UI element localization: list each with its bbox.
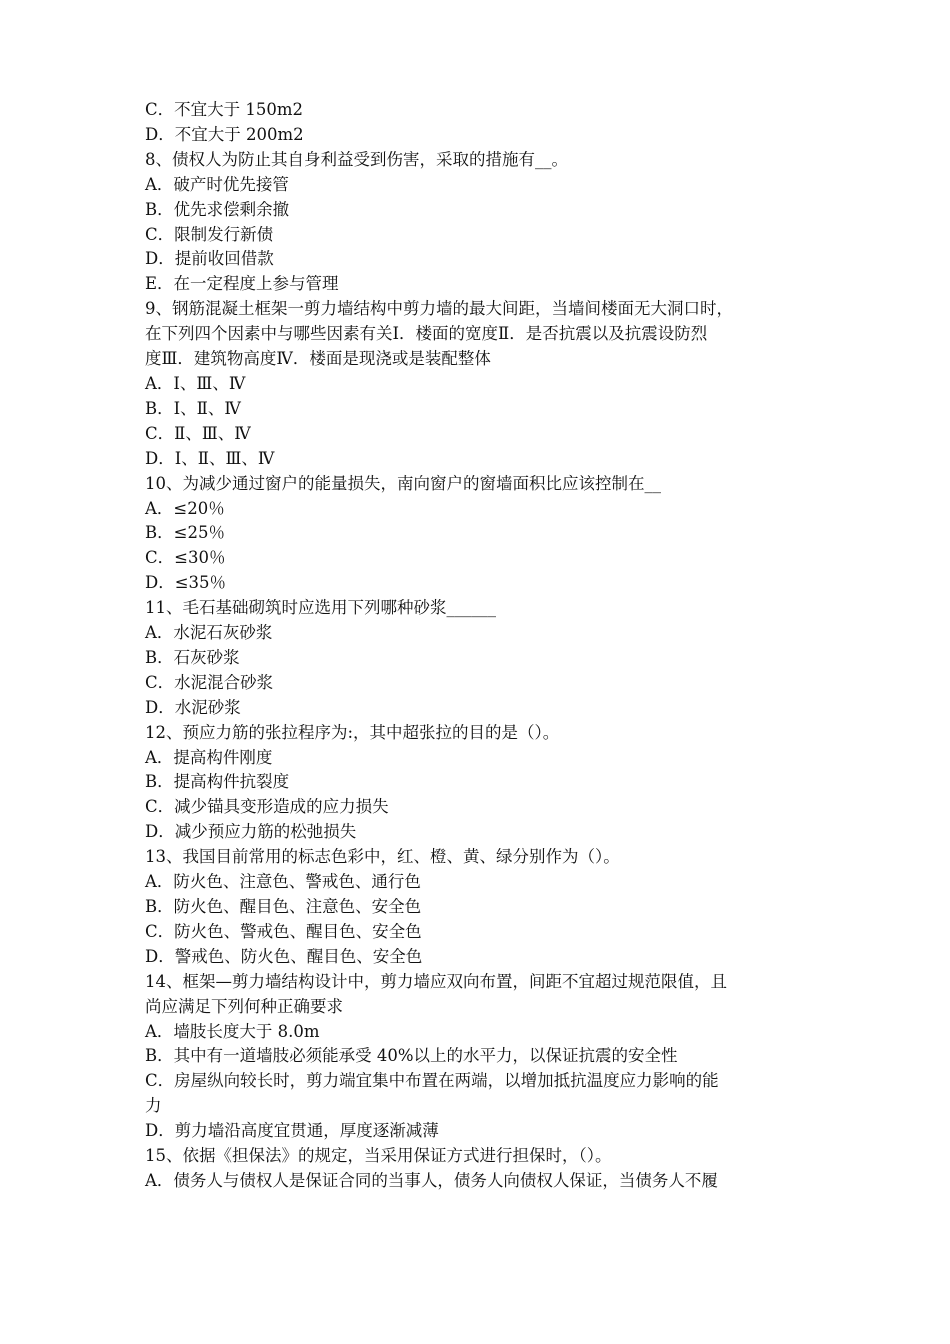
option-d-q13: D．警戒色、防火色、醒目色、安全色 [145, 946, 423, 966]
option-c-q14-line-1: C．房屋纵向较长时，剪力端宜集中布置在两端，以增加抵抗温度应力影响的能 [145, 1071, 719, 1091]
option-d-q8: D．提前收回借款 [145, 249, 274, 269]
option-c-q12: C．减少锚具变形造成的应力损失 [145, 797, 389, 817]
question-13: 13、我国目前常用的标志色彩中，红、橙、黄、绿分别作为（）。 [145, 847, 620, 867]
question-9-line-2: 在下列四个因素中与哪些因素有关Ⅰ．楼面的宽度Ⅱ．是否抗震以及抗震设防烈 [145, 324, 708, 344]
option-d-q7: D．不宜大于 200m2 [145, 124, 304, 144]
option-c-q11: C．水泥混合砂浆 [145, 672, 274, 692]
option-a-q10: A．≤20％ [145, 498, 225, 518]
option-c-q13: C．防火色、警戒色、醒目色、安全色 [145, 921, 422, 941]
question-9-line-1: 9、钢筋混凝土框架一剪力墙结构中剪力墙的最大间距，当墙间楼面无大洞口时， [145, 299, 733, 319]
option-d-q11: D．水泥砂浆 [145, 697, 241, 717]
option-c-q14-line-2: 力 [145, 1096, 162, 1116]
option-b-q11: B．石灰砂浆 [145, 647, 240, 667]
option-a-q11: A．水泥石灰砂浆 [145, 623, 273, 643]
option-b-q9: B．Ⅰ、Ⅱ、Ⅳ [145, 398, 241, 418]
option-d-q14: D．剪力墙沿高度宜贯通，厚度逐渐减薄 [145, 1121, 439, 1141]
option-a-q14: A．墙肢长度大于 8.0m [145, 1021, 320, 1041]
option-b-q12: B．提高构件抗裂度 [145, 772, 290, 792]
question-12: 12、预应力筋的张拉程序为:，其中超张拉的目的是（）。 [145, 722, 560, 742]
option-a-q8: A．破产时优先接管 [145, 174, 289, 194]
option-d-q12: D．减少预应力筋的松弛损失 [145, 822, 357, 842]
option-e-q8: E．在一定程度上参与管理 [145, 274, 339, 294]
option-a-q15: A．债务人与债权人是保证合同的当事人，债务人向债权人保证，当债务人不履 [145, 1170, 718, 1190]
option-c-q9: C．Ⅱ、Ⅲ、Ⅳ [145, 423, 251, 443]
question-10: 10、为减少通过窗户的能量损失，南向窗户的窗墙面积比应该控制在__ [145, 473, 661, 493]
question-14-line-2: 尚应满足下列何种正确要求 [145, 996, 343, 1016]
option-c-q7: C．不宜大于 150m2 [145, 100, 304, 119]
option-d-q9: D．Ⅰ、Ⅱ、Ⅲ、Ⅳ [145, 448, 275, 468]
question-11: 11、毛石基础砌筑时应选用下列哪种砂浆______ [145, 598, 496, 618]
option-a-q13: A．防火色、注意色、警戒色、通行色 [145, 872, 421, 892]
option-c-q8: C．限制发行新债 [145, 224, 274, 244]
option-b-q10: B．≤25％ [145, 523, 225, 543]
question-8: 8、债权人为防止其自身利益受到伤害，采取的措施有__。 [145, 149, 568, 169]
option-a-q12: A．提高构件刚度 [145, 747, 273, 767]
question-9-line-3: 度Ⅲ．建筑物高度Ⅳ．楼面是现浇或是装配整体 [145, 349, 491, 369]
option-b-q13: B．防火色、醒目色、注意色、安全色 [145, 897, 422, 916]
option-c-q10: C．≤30％ [145, 548, 226, 568]
document-page [145, 98, 825, 1194]
question-14-line-1: 14、框架—剪力墙结构设计中，剪力墙应双向布置，间距不宜超过规范限值，且 [145, 971, 727, 991]
option-d-q10: D．≤35％ [145, 573, 227, 593]
option-b-q8: B．优先求偿剩余撤 [145, 199, 290, 219]
option-b-q14: B．其中有一道墙肢必须能承受 40%以上的水平力，以保证抗震的安全性 [145, 1046, 678, 1066]
question-15: 15、依据《担保法》的规定，当采用保证方式进行担保时，（）。 [145, 1146, 612, 1166]
option-a-q9: A．Ⅰ、Ⅲ、Ⅳ [145, 373, 246, 393]
